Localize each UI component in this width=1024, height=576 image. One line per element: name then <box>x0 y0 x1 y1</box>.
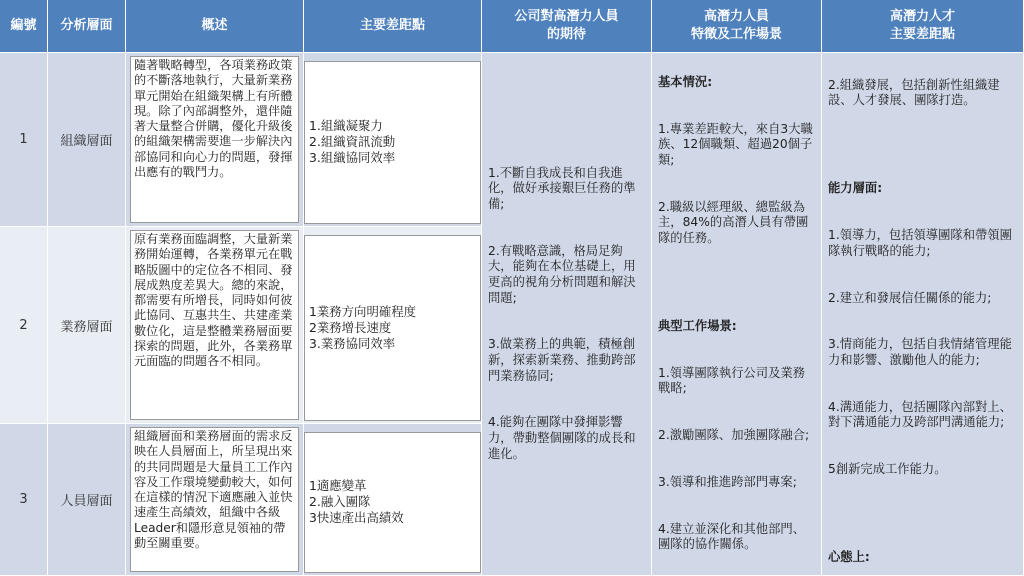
expectation-item: 3.做業務上的典範，積極創新，探索新業務、推動跨部門業務協同; <box>488 337 636 383</box>
row-1-desc: 隨著戰略轉型，各項業務政策的不斷落地執行，大量新業務單元開始在組織架構上有所體現。除了內部調整外，還伴隨著大量整合併購，優化升級後的組織架構需要進一步解決內部協同和向心力的問題，發揮出應有的戰鬥力。 <box>130 56 299 223</box>
row-2-level: 業務層面 <box>48 227 126 424</box>
expectation-item: 2.有戰略意識，格局足夠大，能夠在本位基礎上，用更高的視角分析問題和解決問題; <box>488 243 636 305</box>
row-2-gaps-cell <box>304 227 482 424</box>
talent-gaps-cell <box>822 53 1024 576</box>
header-traits: 高潛力人員 特徵及工作場景 <box>652 0 822 53</box>
row-3-gaps-cell <box>304 424 482 576</box>
trait-item: 2.職級以經理級、總監級為主，84%的高潛人員有帶團隊的任務。 <box>658 199 809 246</box>
traits-basic-title: 基本情況: <box>658 75 713 90</box>
gap-item: 1.組織凝聚力 <box>309 118 383 133</box>
ability-item: 1.領導力，包括領導團隊和帶領團隊執行戰略的能力; <box>828 228 1012 258</box>
trait-item: 1.專業差距較大，來自3大職族、12個職類、超過20個子類; <box>658 121 813 168</box>
row-3-gaps <box>304 432 481 573</box>
ability-item: 4.溝通能力，包括團隊內部對上、對下溝通能力及跨部門溝通能力; <box>828 399 1012 430</box>
expectations-list <box>488 135 645 494</box>
ability-item: 3.情商能力，包括自我情緒管理能力和影響、激勵他人的能力; <box>828 337 1012 367</box>
scene-item: 4.建立並深化和其他部門、團隊的協作關係。 <box>658 521 805 552</box>
header-id: 編號 <box>0 0 48 53</box>
cognition-item: 2.組織發展，包括創新性組織建設、人才發展、團隊打造。 <box>828 77 1000 108</box>
traits-list <box>658 53 815 576</box>
gap-item: 1適應變革 <box>309 478 367 493</box>
gap-item: 2業務增長速度 <box>309 319 392 335</box>
scene-item: 1.領導團隊執行公司及業務戰略; <box>658 365 805 396</box>
gap-item: 3快速產出高績效 <box>309 510 404 525</box>
row-3-num: 3 <box>0 424 48 576</box>
header-expectations: 公司對高潛力人員 的期待 <box>482 0 652 53</box>
header-talent-gaps: 高潛力人才 主要差距點 <box>822 0 1024 53</box>
gap-item: 3.業務協同效率 <box>309 335 396 351</box>
header-main-gaps: 主要差距點 <box>304 0 482 53</box>
ability-title: 能力層面: <box>828 181 883 196</box>
scene-item: 3.領導和推進跨部門專案; <box>658 474 797 489</box>
gap-item: 1業務方向明確程度 <box>309 303 417 319</box>
row-2-num: 2 <box>0 227 48 424</box>
traits-cell <box>652 53 822 576</box>
expectation-item: 4.能夠在團隊中發揮影響力，帶動整個團隊的成長和進化。 <box>488 415 636 461</box>
header-overview: 概述 <box>126 0 304 53</box>
row-2-desc-cell <box>126 227 304 424</box>
row-2-gaps <box>304 235 481 421</box>
ability-item: 2.建立和發展信任關係的能力; <box>828 290 992 305</box>
header-level: 分析層面 <box>48 0 126 53</box>
row-3-desc-cell <box>126 424 304 576</box>
row-1-num: 1 <box>0 53 48 227</box>
gap-item: 2.融入團隊 <box>309 494 371 509</box>
gap-item: 2.組織資訊流動 <box>309 134 396 149</box>
row-2-desc: 原有業務面臨調整，大量新業務開始運轉，各業務單元在戰略版圖中的定位各不相同、發展成熟度差異大。總的來說，都需要有所增長，同時如何彼此協同、互惠共生、共建產業數位化，這是整體業務層面要探索的問題，此外，各業務單元面臨的問題各不相同。 <box>130 230 299 420</box>
talent-gaps-list <box>828 53 1017 576</box>
row-3-desc: 組織層面和業務層面的需求反映在人員層面上，所呈現出來的共同問題是大量員工工作內容及工作環境變動較大，如何在這樣的情況下適應融入並快速產生高績效，組織中各級Leader和隱形意見領袖的帶動至關重要。 <box>130 427 299 572</box>
scene-item: 2.激勵團隊、加強團隊融合; <box>658 428 810 443</box>
row-1-desc-cell <box>126 53 304 227</box>
row-1-gaps-cell <box>304 53 482 227</box>
expectations-cell <box>482 53 652 576</box>
mindset-title: 心態上: <box>828 550 870 565</box>
row-3-level: 人員層面 <box>48 424 126 576</box>
traits-scene-title: 典型工作場景: <box>658 319 737 333</box>
expectation-item: 1.不斷自我成長和自我進化，做好承接艱巨任務的準備; <box>488 165 636 212</box>
gap-item: 3.組織協同效率 <box>309 150 396 165</box>
row-1-gaps <box>304 61 481 224</box>
ability-item: 5創新完成工作能力。 <box>828 462 947 477</box>
row-1-level: 組織層面 <box>48 53 126 227</box>
